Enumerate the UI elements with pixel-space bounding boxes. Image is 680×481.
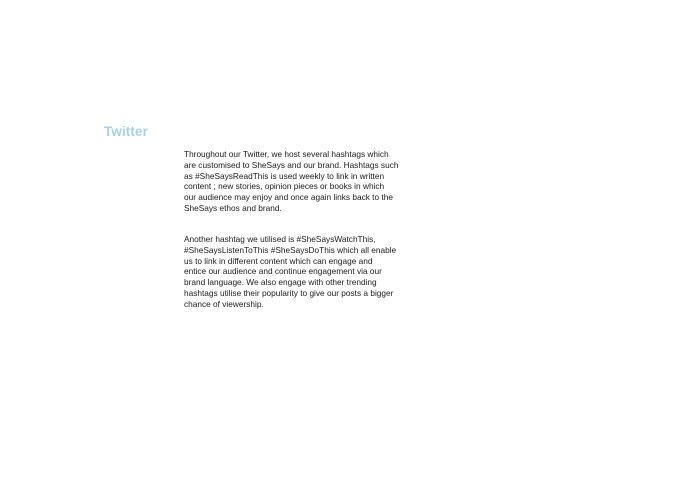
paragraph-hashtags-intro: Throughout our Twitter, we host several hashtags which are customised to SheSays and our brand. Hashtags such as #SheSaysReadThis is used weekly to link in written content ; new stories, opinion pieces or books in which our audience may enjoy and once again links back to the SheSays ethos and brand. <box>184 149 399 213</box>
paragraph-hashtags-engagement: Another hashtag we utilised is #SheSaysWatchThis, #SheSaysListenToThis #SheSaysDoThis which all enable us to link in different content which can engage and entice our audience and continue engagement via our brand language. We also engage with other trending hashtags utilise their popularity to give our posts a bigger chance of viewership. <box>184 234 397 309</box>
section-title: Twitter <box>104 124 148 139</box>
